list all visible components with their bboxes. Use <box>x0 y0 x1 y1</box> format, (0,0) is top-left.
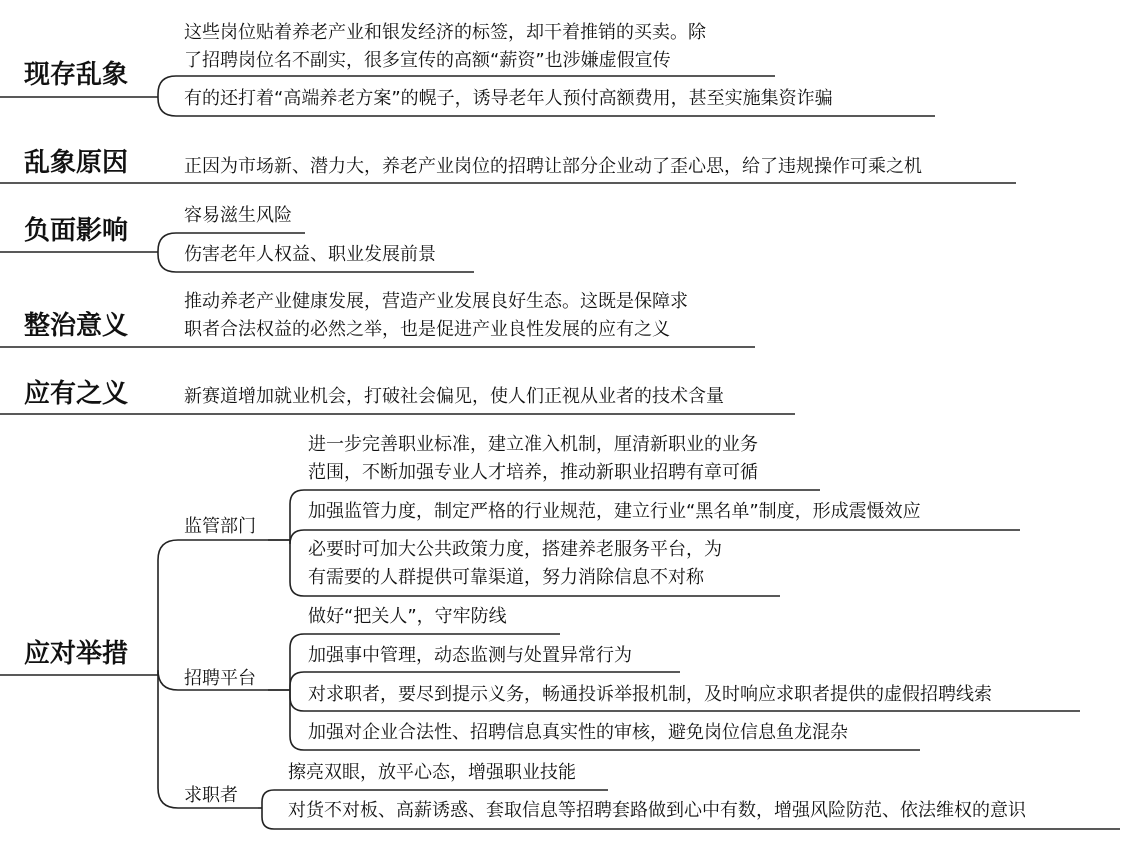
group-label-job-seekers: 求职者 <box>184 785 238 806</box>
leaf-text: 必要时可加大公共政策力度，搭建养老服务平台，为 有需要的人群提供可靠渠道，努力消除信息不对称 <box>308 539 722 588</box>
leaf-text: 伤害老年人权益、职业发展前景 <box>184 244 436 265</box>
leaf-text: 做好“把关人”，守牢防线 <box>308 606 507 627</box>
connector-line <box>158 540 290 675</box>
leaf-text: 有的还打着“高端养老方案”的幌子，诱导老年人预付高额费用，甚至实施集资诈骗 <box>184 88 833 109</box>
leaf-text: 对货不对板、高薪诱惑、套取信息等招聘套路做到心中有数，增强风险防范、依法维权的意识 <box>288 800 1026 821</box>
section-title-due-meaning: 应有之义 <box>24 379 129 409</box>
section-title-current-chaos: 现存乱象 <box>24 60 129 90</box>
leaf-text: 加强对企业合法性、招聘信息真实性的审核，避免岗位信息鱼龙混杂 <box>308 722 848 743</box>
section-title-negative-impact: 负面影响 <box>24 216 129 246</box>
leaf-text: 加强事中管理，动态监测与处置异常行为 <box>308 645 632 666</box>
leaf-text: 擦亮双眼，放平心态，增强职业技能 <box>288 762 576 783</box>
group-label-regulators: 监管部门 <box>184 516 256 537</box>
leaf-text: 进一步完善职业标准，建立准入机制，厘清新职业的业务 范围，不断加强专业人才培养，推动新职业招聘有章可循 <box>308 434 758 483</box>
leaf-text: 正因为市场新、潜力大，养老产业岗位的招聘让部分企业动了歪心思，给了违规操作可乘之机 <box>184 156 922 177</box>
group-label-recruitment-platforms: 招聘平台 <box>184 668 256 689</box>
section-title-chaos-cause: 乱象原因 <box>24 148 129 178</box>
leaf-text: 对求职者，要尽到提示义务，畅通投诉举报机制，及时响应求职者提供的虚假招聘线索 <box>308 684 992 705</box>
leaf-text: 加强监管力度，制定严格的行业规范，建立行业“黑名单”制度，形成震慑效应 <box>308 501 921 522</box>
section-title-rectification-significance: 整治意义 <box>24 311 129 341</box>
leaf-text: 推动养老产业健康发展，营造产业发展良好生态。这既是保障求 职者合法权益的必然之举，也是促进产业良性发展的应有之义 <box>184 291 688 340</box>
leaf-text: 新赛道增加就业机会，打破社会偏见，使人们正视从业者的技术含量 <box>184 386 724 407</box>
leaf-text: 容易滋生风险 <box>184 205 292 226</box>
section-title-countermeasures: 应对举措 <box>24 639 129 669</box>
leaf-text: 这些岗位贴着养老产业和银发经济的标签，却干着推销的买卖。除 了招聘岗位名不副实，很多宣传的高额“薪资”也涉嫌虚假宣传 <box>184 22 706 71</box>
